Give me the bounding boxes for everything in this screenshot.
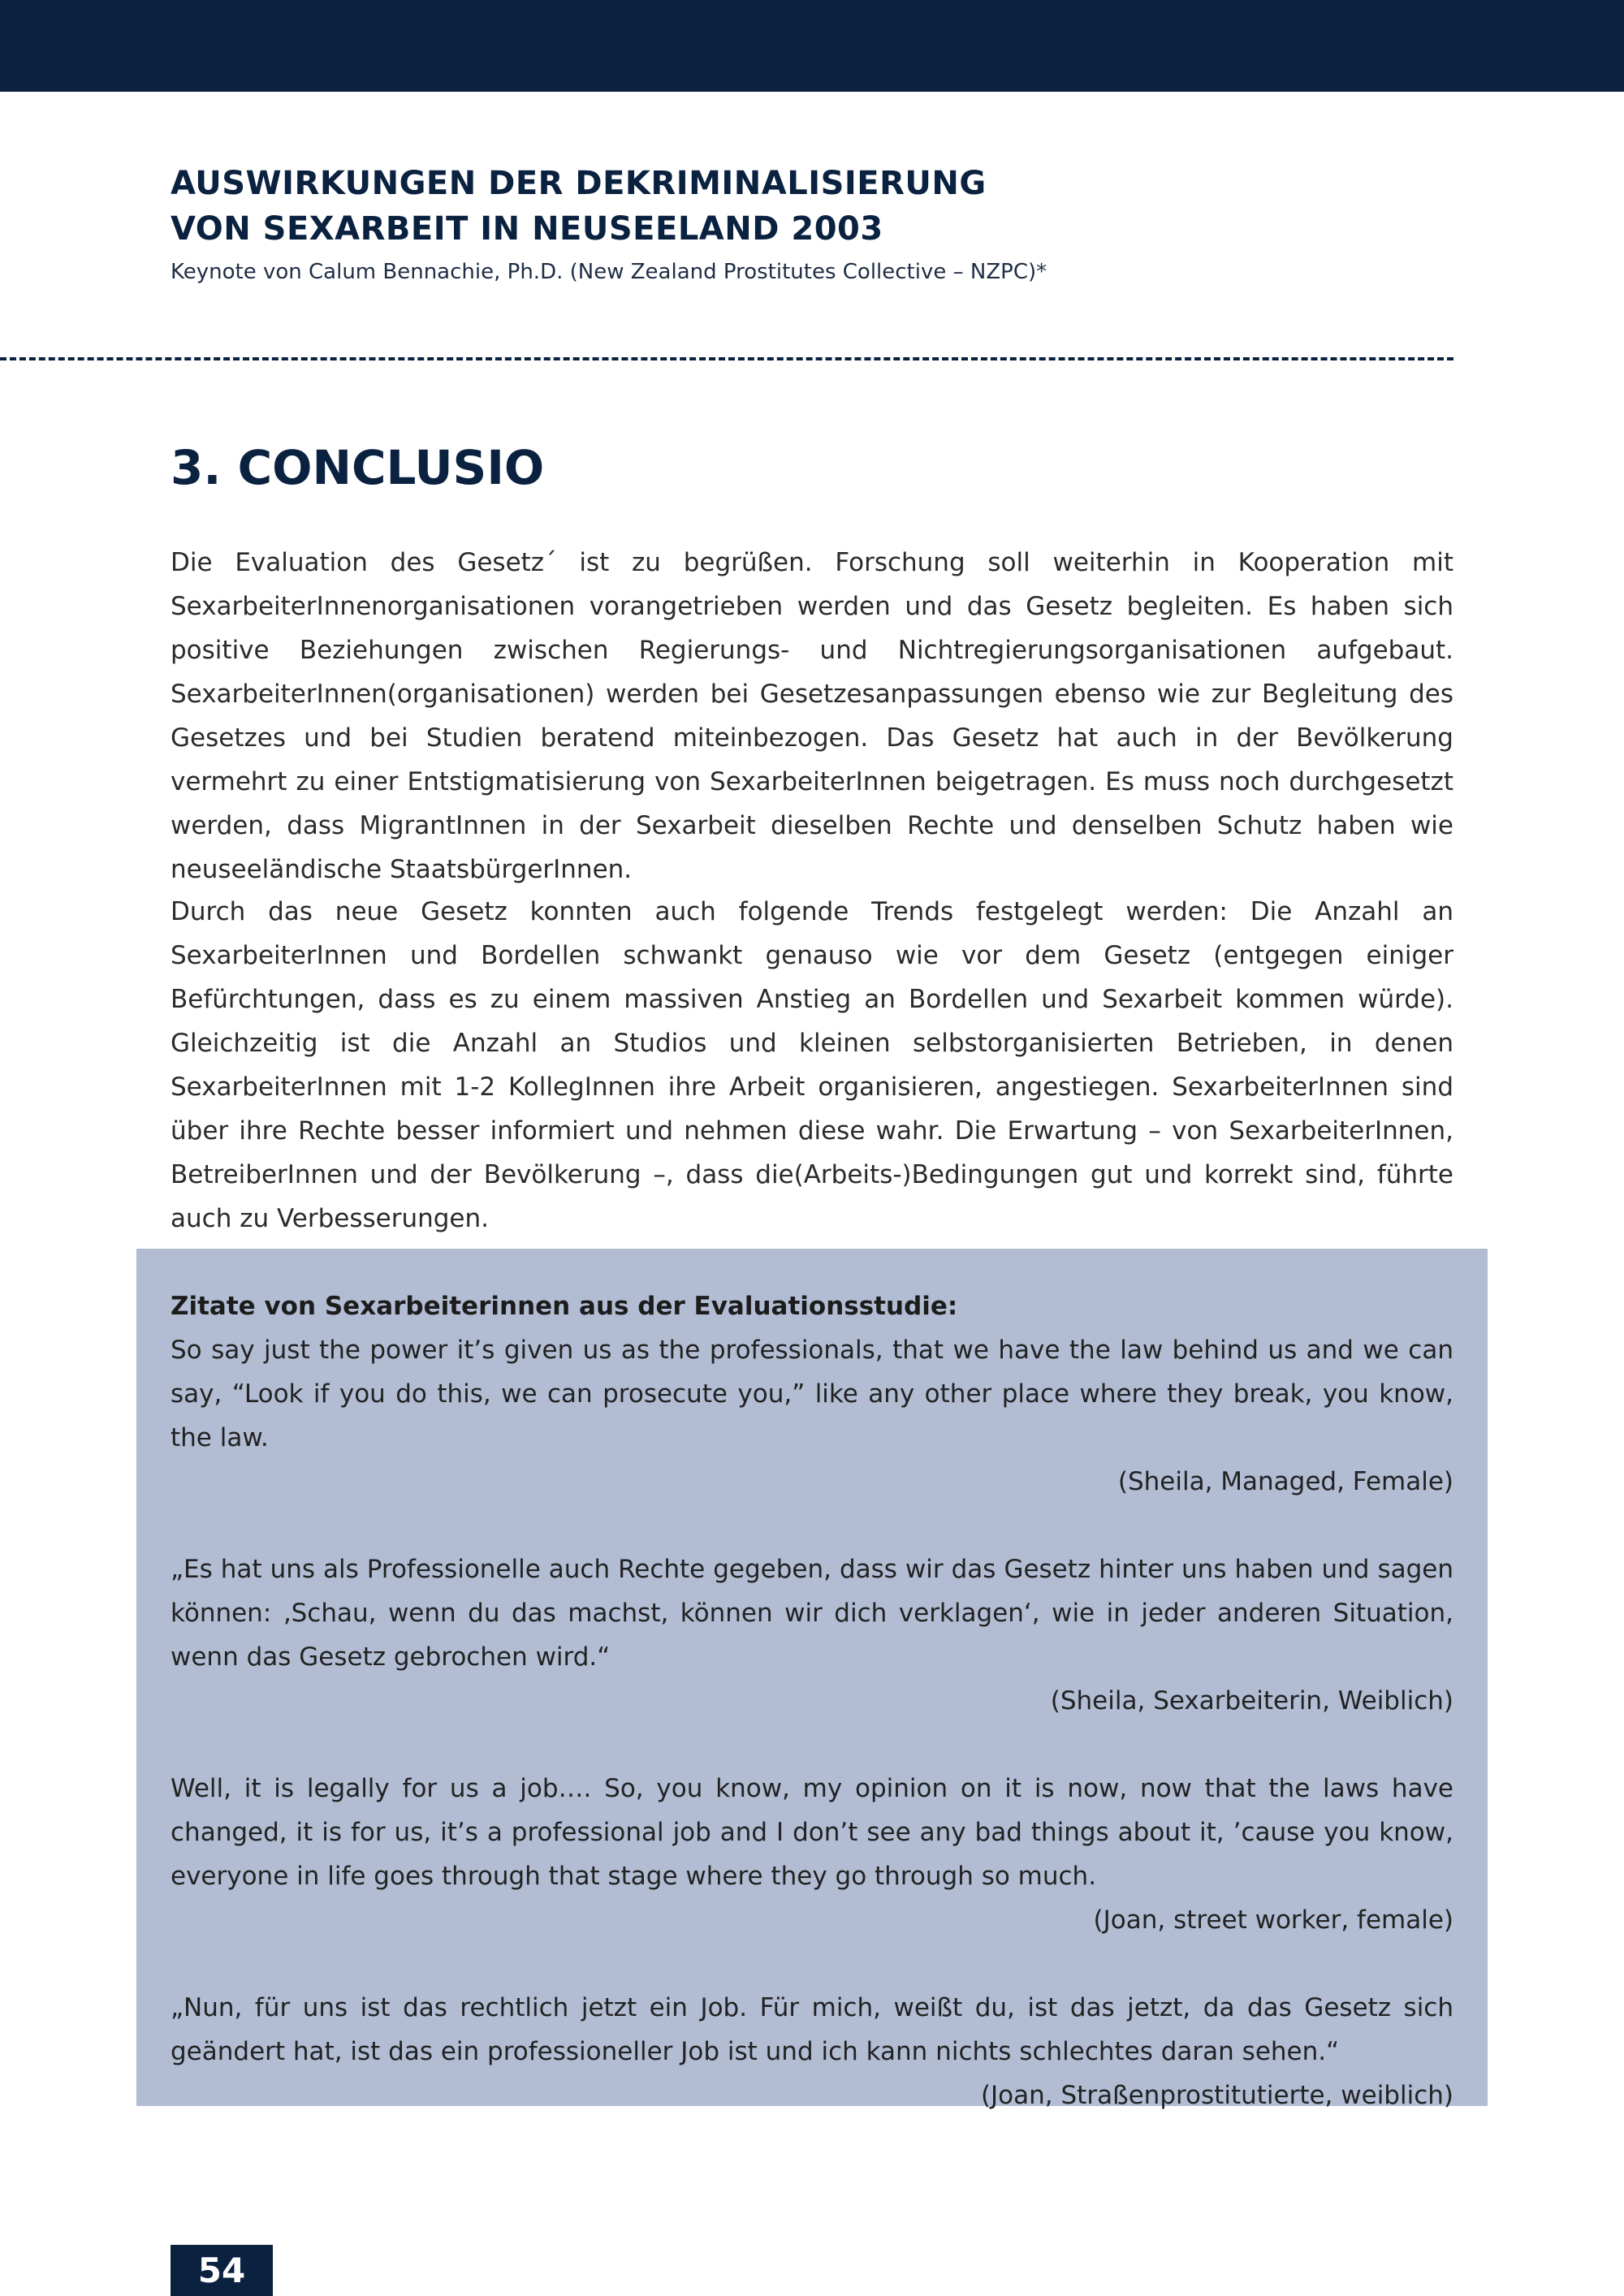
quote-box bbox=[136, 1249, 1488, 2110]
quote-attribution: (Joan, street worker, female) bbox=[1093, 1905, 1453, 1935]
quote-text: So say just the power it’s given us as the professionals, that we have the law behind us and we can say, “Look if you do this, we can prosecute you,” like any other place where they break, you know, the law. bbox=[171, 1336, 1453, 1452]
body-paragraph-1: Die Evaluation des Gesetz´ ist zu begrüßen. Forschung soll weiterhin in Kooperation mit SexarbeiterInnenorganisationen vorangetrieben werden und das Gesetz begleiten. Es haben sich positive Beziehungen zwischen Regierungs- und Nichtregierungsorganisationen aufgebaut. SexarbeiterInnen(organisationen) werden bei Gesetzesanpassungen ebenso wie zur Begleitung des Gesetzes und bei Studien beratend miteinbezogen. Das Gesetz hat auch in der Bevölkerung vermehrt zu einer Entstigmatisierung von SexarbeiterInnen beigetragen. Es muss noch durchgesetzt werden, dass MigrantInnen in der Sexarbeit dieselben Rechte und denselben Schutz haben wie neuseeländische StaatsbürgerInnen. bbox=[171, 548, 1453, 884]
dashed-divider bbox=[0, 357, 1453, 360]
section-heading: 3. CONCLUSIO bbox=[171, 440, 545, 495]
document-title-line-2: VON SEXARBEIT IN NEUSEELAND 2003 bbox=[171, 210, 883, 248]
quote-spacer bbox=[171, 1723, 1453, 1767]
page-number: 54 bbox=[171, 2245, 273, 2296]
quote-spacer bbox=[171, 1504, 1453, 1547]
quote-attribution: (Sheila, Managed, Female) bbox=[1117, 1467, 1453, 1496]
document-subtitle: Keynote von Calum Bennachie, Ph.D. (New Zealand Prostitutes Collective – NZPC)* bbox=[171, 260, 1047, 284]
quote-box-heading: Zitate von Sexarbeiterinnen aus der Evaluationsstudie: bbox=[171, 1292, 958, 1321]
top-header-band bbox=[0, 0, 1624, 92]
document-title-line-1: AUSWIRKUNGEN DER DEKRIMINALISIERUNG bbox=[171, 165, 987, 202]
quote-box-content bbox=[171, 1284, 1453, 2117]
quote-text: Well, it is legally for us a job…. So, you know, my opinion on it is now, now that the laws have changed, it is for us, it’s a professional job and I don’t see any bad things about it, ’cause you know, everyone in life goes through that stage where they go through so much. bbox=[171, 1774, 1453, 1891]
quote-text: „Es hat uns als Professionelle auch Rechte gegeben, dass wir das Gesetz hinter uns haben und sagen können: ‚Schau, wenn du das machst, können wir dich verklagen‘, wie in jeder anderen Situation, wenn das Gesetz gebrochen wird.“ bbox=[171, 1555, 1453, 1672]
quote-attribution: (Sheila, Sexarbeiterin, Weiblich) bbox=[1050, 1686, 1453, 1716]
body-paragraph-2: Durch das neue Gesetz konnten auch folgende Trends festgelegt werden: Die Anzahl an SexarbeiterInnen und Bordellen schwankt genauso wie vor dem Gesetz (entgegen einiger Befürchtungen, dass es zu einem massiven Anstieg an Bordellen und Sexarbeit kommen würde). Gleichzeitig ist die Anzahl an Studios und kleinen selbstorganisierten Betrieben, in denen SexarbeiterInnen mit 1-2 KollegInnen ihre Arbeit organisieren, angestiegen. SexarbeiterInnen sind über ihre Rechte besser informiert und nehmen diese wahr. Die Erwartung – von SexarbeiterInnen, BetreiberInnen und der Bevölkerung –, dass die(Arbeits-)Bedingungen gut und korrekt sind, führte auch zu Verbesserungen. bbox=[171, 897, 1453, 1233]
document-title bbox=[171, 161, 1470, 252]
quote-attribution: (Joan, Straßenprostitutierte, weiblich) bbox=[980, 2081, 1453, 2110]
quote-text: „Nun, für uns ist das rechtlich jetzt ein Job. Für mich, weißt du, ist das jetzt, da das Gesetz sich geändert hat, ist das ein professioneller Job ist und ich kann nichts schlechtes daran sehen.“ bbox=[171, 1993, 1453, 2066]
quote-spacer bbox=[171, 1942, 1453, 1986]
